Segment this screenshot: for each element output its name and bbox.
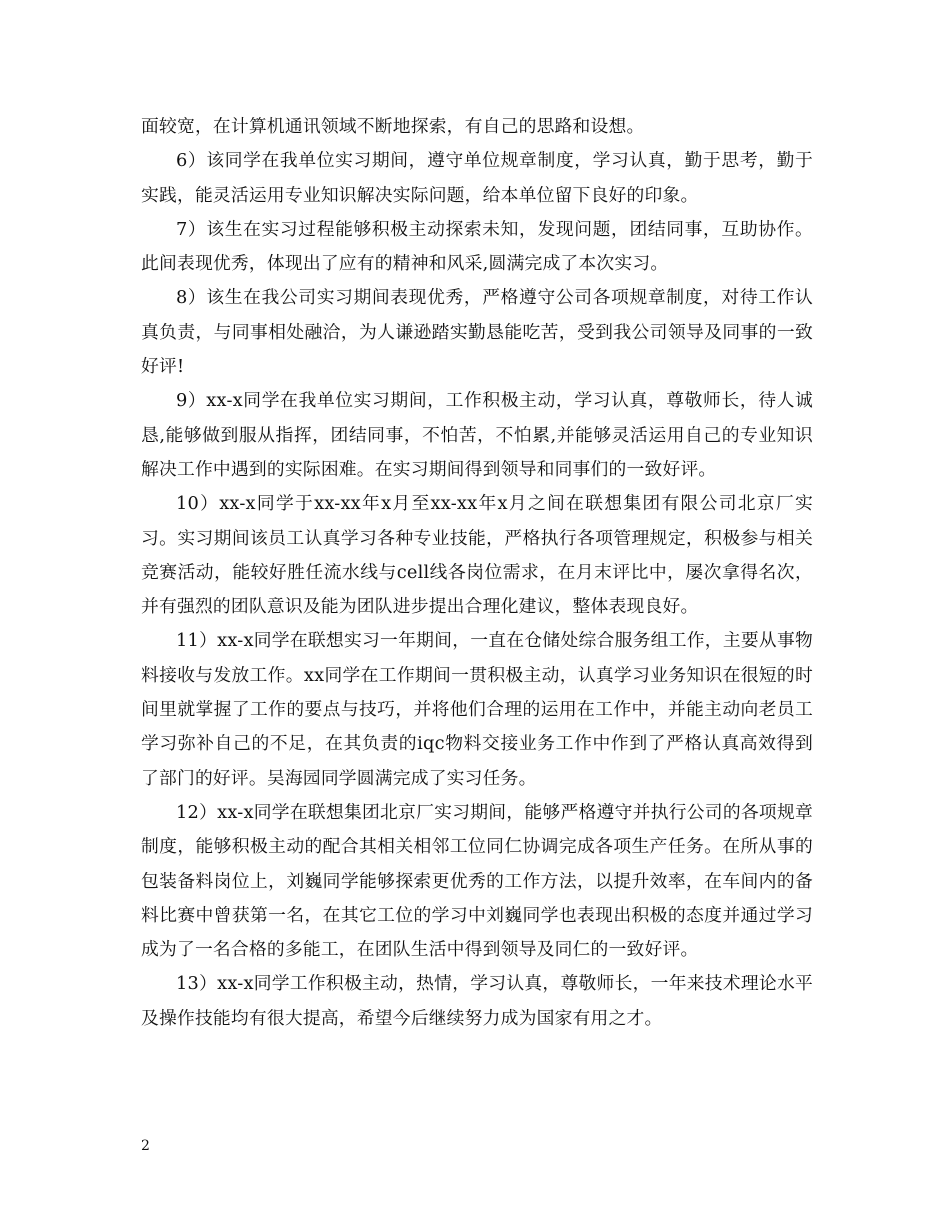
paragraph-item-12: 12）xx-x同学在联想集团北京厂实习期间，能够严格遵守并执行公司的各项规章制度，能够积极主动的配合其相关相邻工位同仁协调完成各项生产任务。在所从事的包装备料岗位上，刘巍同学能够探索更优秀的工作方法，以提升效率，在车间内的备料比赛中曾获第一名，在其它工位的学习中刘巍同学也表现出积极的态度并通过学习成为了一名合格的多能工，在团队生活中得到领导及同仁的一致好评。 (141, 801, 813, 961)
paragraph-item-11: 11）xx-x同学在联想实习一年期间，一直在仓储处综合服务组工作，主要从事物料接收与发放工作。xx同学在工作期间一贯积极主动，认真学习业务知识在很短的时间里就掌握了工作的要点与技巧，并将他们合理的运用在工作中，并能主动向老员工学习弥补自己的不足，在其负责的iqc物料交接业务工作中作到了严格认真高效得到了部门的好评。吴海园同学圆满完成了实习任务。 (141, 630, 813, 789)
page-number: 2 (141, 1138, 150, 1154)
paragraph-continuation: 面较宽，在计算机通讯领域不断地探索，有自己的思路和设想。 (141, 116, 645, 137)
paragraph-item-13: 13）xx-x同学工作积极主动，热情，学习认真，尊敬师长，一年来技术理论水平及操作技能均有很大提高，希望今后继续努力成为国家有用之才。 (141, 973, 813, 1029)
paragraph-item-10: 10）xx-x同学于xx-xx年x月至xx-xx年x月之间在联想集团有限公司北京厂实习。实习期间该员工认真学习各种专业技能，严格执行各项管理规定，积极参与相关竞赛活动，能较好胜任流水线与cell线各岗位需求，在月末评比中，屡次拿得名次，并有强烈的团队意识及能为团队进步提出合理化建议，整体表现良好。 (141, 493, 813, 618)
paragraph-item-8: 8）该生在我公司实习期间表现优秀，严格遵守公司各项规章制度，对待工作认真负责，与同事相处融洽，为人谦逊踏实勤恳能吃苦，受到我公司领导及同事的一致好评! (141, 287, 813, 378)
paragraph-item-6: 6）该同学在我单位实习期间，遵守单位规章制度，学习认真，勤于思考，勤于实践，能灵活运用专业知识解决实际问题，给本单位留下良好的印象。 (141, 150, 813, 206)
paragraph-item-9: 9）xx-x同学在我单位实习期间，工作积极主动，学习认真，尊敬师长，待人诚恳,能够做到服从指挥，团结同事，不怕苦，不怕累,并能够灵活运用自己的专业知识解决工作中遇到的实际困难。在实习期间得到领导和同事们的一致好评。 (141, 390, 813, 480)
document-body (141, 110, 813, 1036)
paragraph-item-7: 7）该生在实习过程能够积极主动探索未知，发现问题，团结同事，互助协作。此间表现优秀，体现出了应有的精神和风采,圆满完成了本次实习。 (141, 218, 813, 275)
